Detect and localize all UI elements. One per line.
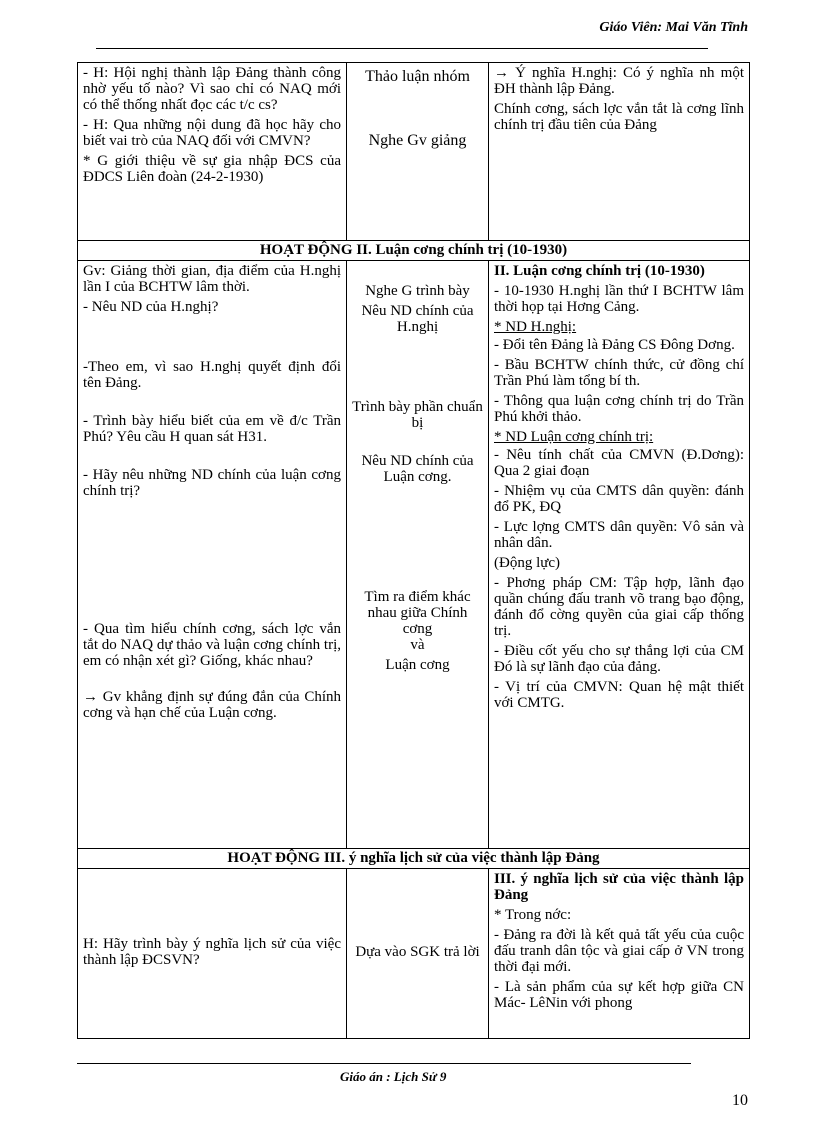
footer-divider — [77, 1063, 691, 1064]
footer-title: Giáo án : Lịch Sử 9 — [340, 1069, 447, 1084]
content-text: → Ý nghĩa H.nghị: Có ý nghĩa nh một ĐH thành lập Đảng. — [494, 65, 744, 97]
content-subheading: * Trong nớc: — [494, 907, 572, 923]
teacher-activity-cell — [78, 261, 347, 849]
content-list-item: - Nhiệm vụ của CMTS dân quyền: đánh đổ PK, ĐQ — [494, 483, 744, 515]
header-divider — [96, 48, 708, 49]
content-list-item: - Thông qua luận cơng chính trị do Trần Phú khởi thảo. — [494, 393, 744, 425]
student-activity: Dựa vào SGK trả lời — [355, 943, 480, 960]
content-subheading: * ND H.nghị: — [494, 319, 577, 335]
teacher-question: - H: Qua những nội dung đã học hãy cho biết vai trò của NAQ đối với CMVN? — [83, 117, 341, 149]
student-activity: Luận cơng — [385, 657, 450, 673]
teacher-question: - Hãy nêu những ND chính của luận cơng chính trị? — [83, 467, 341, 499]
section-heading: HOẠT ĐỘNG II. Luận cơng chính trị (10-1930) — [78, 241, 750, 261]
content-cell — [489, 63, 750, 241]
content-subheading: * ND Luận cơng chính trị: — [494, 429, 654, 445]
content-list-item: - Lực lợng CMTS dân quyền: Vô sản và nhân dân. — [494, 519, 744, 551]
lesson-table — [77, 62, 750, 1039]
student-activity: Nghe G trình bày — [365, 283, 470, 299]
student-activity: Nêu ND chính của Luận cơng. — [361, 453, 474, 485]
content-list-item: - Đảng ra đời là kết quả tất yếu của cuộc đấu tranh dân tộc và giai cấp ở VN trong thời đại mới. — [494, 927, 744, 975]
content-list-item: (Động lực) — [494, 555, 561, 571]
teacher-question: - Qua tìm hiểu chính cơng, sách lợc vắn tắt do NAQ dự thảo và luận cơng chính trị, em có nhận xét gì? Giống, khác nhau? — [83, 621, 341, 669]
table-row — [78, 261, 750, 849]
teacher-note: * G giới thiệu về sự gia nhập ĐCS của ĐDCS Liên đoàn (24-2-1930) — [83, 153, 341, 185]
table-row — [78, 869, 750, 1039]
page-number: 10 — [732, 1092, 748, 1109]
content-list-item: - Điều cốt yếu cho sự thắng lợi của CM Đó là sự lãnh đạo của đảng. — [494, 643, 744, 675]
teacher-question: H: Hãy trình bày ý nghĩa lịch sử của việc thành lập ĐCSVN? — [83, 935, 341, 968]
content-list-item: - Vị trí của CMVN: Quan hệ mật thiết với CMTG. — [494, 679, 744, 711]
teacher-note: → Gv khẳng định sự đúng đắn của Chính cơng và hạn chế của Luận cơng. — [83, 689, 341, 721]
content-text: Chính cơng, sách lợc vắn tắt là cơng lĩnh chính trị đầu tiên của Đảng — [494, 101, 744, 133]
student-activity-cell — [347, 63, 489, 241]
content-cell — [489, 869, 750, 1039]
content-list-item: - Phơng pháp CM: Tập hợp, lãnh đạo quần chúng đấu tranh võ trang bạo động, đánh đổ cờng quyền của giai cấp thống trị. — [494, 575, 744, 639]
teacher-activity-cell — [78, 869, 347, 1039]
content-list-item: - Bầu BCHTW chính thức, cử đồng chí Trần Phú làm tổng bí th. — [494, 357, 744, 389]
student-activity: và — [410, 637, 425, 653]
student-activity: Nêu ND chính của H.nghị — [361, 303, 474, 335]
teacher-question: - Trình bày hiểu biết của em về đ/c Trần Phú? Yêu cầu H quan sát H31. — [83, 413, 341, 445]
content-list-item: - Đổi tên Đảng là Đảng CS Đông Dơng. — [494, 337, 735, 353]
student-activity-cell — [347, 261, 489, 849]
content-list-item: - Nêu tính chất của CMVN (Đ.Dơng): Qua 2 giai đoạn — [494, 447, 744, 479]
student-activity: Trình bày phần chuẩn bị — [352, 399, 483, 431]
content-cell — [489, 261, 750, 849]
student-activity: Tìm ra điểm khác nhau giữa Chính cơng — [364, 589, 471, 637]
section-heading-row — [78, 849, 750, 869]
student-activity: Nghe Gv giảng — [368, 132, 467, 149]
teacher-question: - H: Hội nghị thành lập Đảng thành công nhờ yếu tố nào? Vì sao chỉ có NAQ mới có thể thống nhất đọc các t/c cs? — [83, 65, 341, 113]
table-row — [78, 63, 750, 241]
section-heading: HOẠT ĐỘNG III. ý nghĩa lịch sử của việc thành lập Đảng — [78, 849, 750, 869]
teacher-question: - Nêu ND của H.nghị? — [83, 299, 219, 315]
section-heading-row — [78, 241, 750, 261]
teacher-question: -Theo em, vì sao H.nghị quyết định đổi tên Đảng. — [83, 359, 341, 391]
student-activity-cell — [347, 869, 489, 1039]
teacher-activity-cell — [78, 63, 347, 241]
header-title: Giáo Viên: Mai Văn Tĩnh — [599, 20, 748, 35]
content-list-item: - Là sản phẩm của sự kết hợp giữa CN Mác- LêNin với phong — [494, 979, 744, 1011]
content-heading: III. ý nghĩa lịch sử của việc thành lập Đảng — [494, 871, 744, 903]
teacher-text: Gv: Giảng thời gian, địa điểm của H.nghị lần I của BCHTW lâm thời. — [83, 263, 341, 295]
content-heading: II. Luận cơng chính trị (10-1930) — [494, 263, 705, 279]
student-activity: Thảo luận nhóm — [365, 68, 470, 85]
content-text: - 10-1930 H.nghị lần thứ I BCHTW lâm thời họp tại Hơng Cảng. — [494, 283, 744, 315]
